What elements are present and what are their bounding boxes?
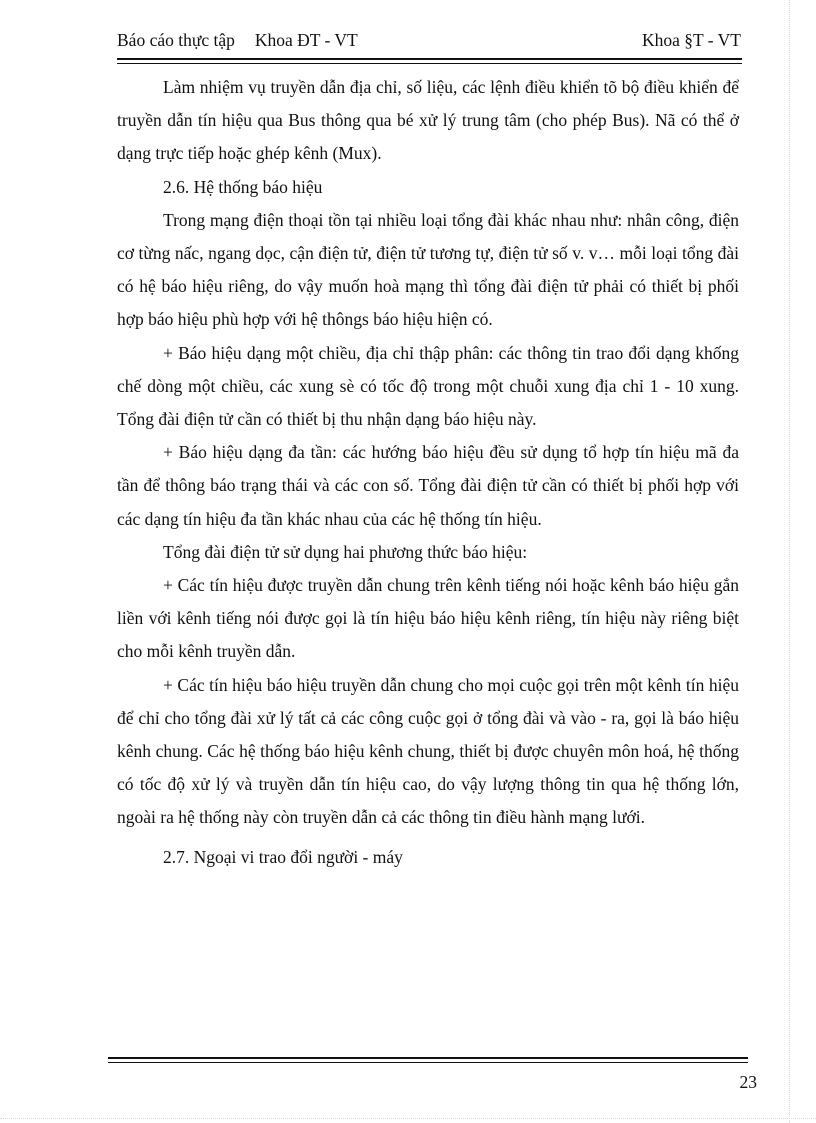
paragraph-bus-function: Làm nhiệm vụ truyền dẫn địa chỉ, số liệu, các lệnh điều khiển tõ bộ điều khiển để truyền dẫn tín hiệu qua Bus thông qua bé xử lý trung tâm (cho phép Bus). Nã có thể ở dạng trực tiếp hoặc ghép kênh (Mux). — [117, 77, 739, 164]
paragraph-multifrequency-signaling: + Báo hiệu dạng đa tần: các hướng báo hiệu đều sử dụng tổ hợp tín hiệu mã đa tần để thông báo trạng thái và các con số. Tổng đài điện tử cần có thiết bị phối hợp với các dạng tín hiệu đa tần khác nhau của các hệ thống tín hiệu. — [117, 442, 739, 529]
paragraph-common-channel: + Các tín hiệu báo hiệu truyền dẫn chung cho mọi cuộc gọi trên một kênh tín hiệu để chỉ cho tổng đài xử lý tất cả các công cuộc gọi ở tổng đài và vào - ra, gọi là báo hiệu kênh chung. Các hệ thống báo hiệu kênh chung, thiết bị được chuyên môn hoá, hệ thống có tốc độ xử lý và truyền dẫn tín hiệu cao, do vậy lượng thông tin qua hệ thống lớn, ngoài ra hệ thống này còn truyền dẫn cả các thông tin điều hành mạng lưới. — [117, 674, 739, 828]
section-heading-signaling: 2.6. Hệ thống báo hiệu — [163, 176, 323, 197]
page-number: 23 — [739, 1072, 757, 1092]
header-department-right: Khoa §T - VT — [642, 30, 741, 50]
paragraph-two-methods: Tổng đài điện tử sử dụng hai phương thức báo hiệu: — [163, 541, 528, 562]
header-department-left: Khoa ĐT - VT — [254, 30, 358, 50]
header-double-rule — [117, 58, 742, 64]
header-left — [117, 30, 358, 51]
paragraph-dc-signaling: + Báo hiệu dạng một chiều, địa chỉ thập phân: các thông tin trao đổi dạng khống chế dòng một chiều, các xung sè có tốc độ trong một chuỗi xung địa chỉ 1 - 10 xung. Tổng đài điện tử cần có thiết bị thu nhận dạng báo hiệu này. — [117, 342, 739, 430]
paragraph-signaling-intro: Trong mạng điện thoại tồn tại nhiều loại tổng đài khác nhau như: nhân công, điện cơ từng nấc, ngang dọc, cận điện tử, điện tử tương tự, điện tử số v. v… mỗi loại tổng đài có hệ báo hiệu riêng, do vậy muốn hoà mạng thì tổng đài điện tử phải có thiết bị phối hợp báo hiệu phù hợp với hệ thôngs báo hiệu hiện có. — [117, 209, 739, 330]
page-border-right — [789, 0, 790, 1123]
document-body — [117, 71, 739, 874]
footer-double-rule — [108, 1057, 748, 1063]
header-report-title: Báo cáo thực tập — [117, 30, 235, 50]
paragraph-channel-associated: + Các tín hiệu được truyền dẫn chung trên kênh tiếng nói hoặc kênh báo hiệu gắn liền với kênh tiếng nói được gọi là tín hiệu báo hiệu kênh riêng, tín hiệu này riêng biệt cho mỗi kênh truyền dẫn. — [117, 575, 739, 662]
page-border-bottom — [0, 1118, 816, 1119]
section-heading-peripheral: 2.7. Ngoại vi trao đổi người - máy — [163, 846, 403, 867]
page-header — [117, 30, 741, 56]
